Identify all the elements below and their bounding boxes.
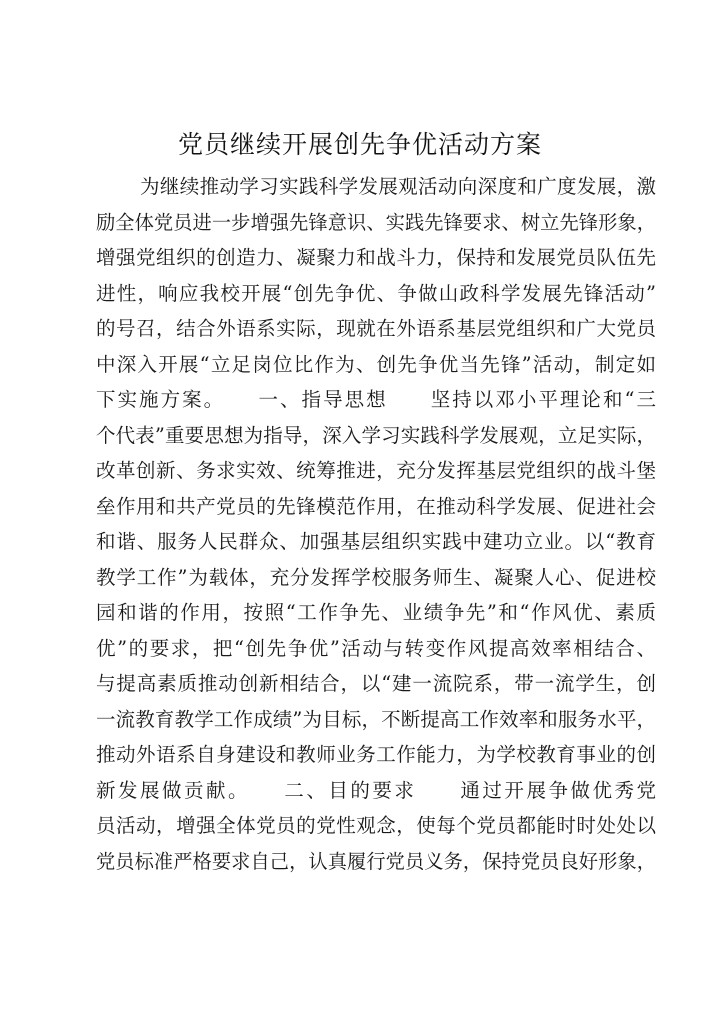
body-line: 励全体党员进一步增强先锋意识、实践先锋要求、树立先锋形象， <box>96 210 656 234</box>
body-line: 下实施方案。 一、指导思想 坚持以邓小平理论和“三 <box>96 388 656 411</box>
body-line: 教学工作”为载体，充分发挥学校服务师生、凝聚人心、促进校 <box>96 565 656 589</box>
body-line: 的号召，结合外语系实际，现就在外语系基层党组织和广大党员 <box>96 317 656 340</box>
body-line: 垒作用和共产党员的先锋模范作用，在推动科学发展、促进社会 <box>96 494 656 518</box>
document-title: 党员继续开展创先争优活动方案 <box>177 130 542 159</box>
body-line: 与提高素质推动创新相结合，以“建一流院系，带一流学生，创 <box>96 672 656 695</box>
body-line: 优”的要求，把“创先争优”活动与转变作风提高效率相结合、 <box>96 636 656 660</box>
body-line: 党员标准严格要求自己，认真履行党员义务，保持党员良好形象， <box>96 849 656 873</box>
body-line: 新发展做贡献。 二、目的要求 通过开展争做优秀党 <box>96 778 656 802</box>
body-line: 改革创新、务求实效、统筹推进，充分发挥基层党组织的战斗堡 <box>96 459 656 482</box>
body-line: 中深入开展“立足岗位比作为、创先争优当先锋”活动，制定如 <box>96 352 656 376</box>
document-body <box>96 169 656 879</box>
body-line: 和谐、服务人民群众、加强基层组织实践中建功立业。以“教育 <box>96 530 656 553</box>
body-line: 增强党组织的创造力、凝聚力和战斗力，保持和发展党员队伍先 <box>96 246 656 269</box>
body-line: 一流教育教学工作成绩”为目标，不断提高工作效率和服务水平， <box>96 707 656 731</box>
body-line: 园和谐的作用，按照“工作争先、业绩争先”和“作风优、素质 <box>96 601 656 624</box>
body-line: 为继续推动学习实践科学发展观活动向深度和广度发展，激 <box>140 175 656 198</box>
body-line: 员活动，增强全体党员的党性观念，使每个党员都能时时处处以 <box>96 814 656 837</box>
body-line: 进性，响应我校开展“创先争优、争做山政科学发展先锋活动” <box>96 281 656 305</box>
body-line: 个代表”重要思想为指导，深入学习实践科学发展观，立足实际， <box>96 423 656 447</box>
body-line: 推动外语系自身建设和教师业务工作能力，为学校教育事业的创 <box>96 743 656 766</box>
